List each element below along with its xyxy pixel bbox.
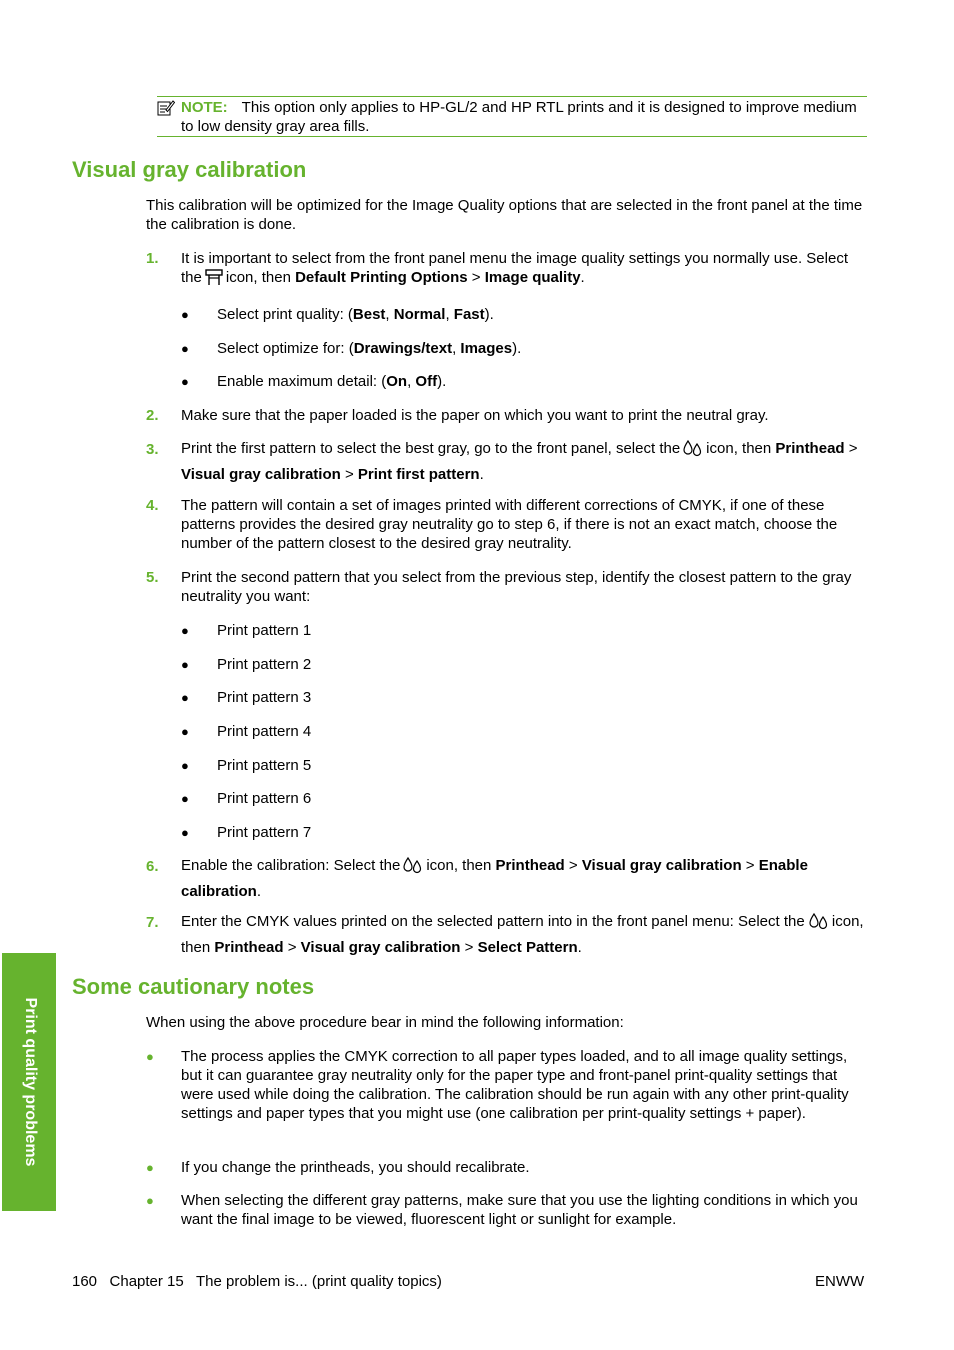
note-body: This option only applies to HP-GL/2 and HP RTL prints and it is designed to improve medium to low density gray area fills. xyxy=(181,99,857,135)
step-text: It is important to select from the front panel menu the image quality settings you normally use. Select the xyxy=(181,250,848,286)
section1-intro: This calibration will be optimized for the Image Quality options that are selected in the front panel at the time the calibration is done. xyxy=(146,197,863,233)
caution-item: The process applies the CMYK correction to all paper types loaded, and to all image quality settings, but it can guarantee gray neutrality only for the paper type and front-panel print-quality settings that were used while doing the calibration. The calibration should be run again with any other print-quality settings and paper types that you might use (one calibration per print-quality settings + paper). xyxy=(181,1048,849,1122)
list-item: Enable maximum detail: (On, Off). xyxy=(217,373,447,390)
bullet-icon: ● xyxy=(146,1160,154,1175)
footer-page-info: 160 Chapter 15 The problem is... (print quality topics) xyxy=(72,1273,442,1290)
note-box xyxy=(157,96,867,137)
chapter-side-tab xyxy=(2,953,56,1211)
bullet-icon: ● xyxy=(146,1049,154,1064)
bullet-icon: ● xyxy=(181,374,189,389)
note-pencil-icon xyxy=(157,100,175,116)
menu-path-item: Default Printing Options xyxy=(295,269,468,286)
step-5-text: Print the second pattern that you select from the previous step, identify the closest pattern to the gray neutrality you want: xyxy=(181,569,852,605)
section-title-cautionary-notes: Some cautionary notes xyxy=(72,974,315,999)
step-3-text: Print the first pattern to select the best gray, go to the front panel, select the icon, then Printhead > Visual gray calibration > Print first pattern. xyxy=(181,440,858,483)
pattern-item: Print pattern 1 xyxy=(217,622,312,639)
pattern-item: Print pattern 6 xyxy=(217,790,312,807)
pattern-item: Print pattern 2 xyxy=(217,656,312,673)
step-number: 2. xyxy=(146,407,159,424)
step-2-text: Make sure that the paper loaded is the paper on which you want to print the neutral gray. xyxy=(181,407,769,424)
step-1-text xyxy=(181,249,869,291)
bullet-icon: ● xyxy=(181,825,189,840)
punctuation: . xyxy=(580,269,585,286)
list-item: Select optimize for: (Drawings/text, Images). xyxy=(217,340,522,357)
ink-drops-icon xyxy=(403,856,423,881)
step-text: icon, then xyxy=(225,269,291,286)
caution-item: If you change the printheads, you should recalibrate. xyxy=(181,1159,530,1176)
pattern-item: Print pattern 4 xyxy=(217,723,312,740)
step-number: 4. xyxy=(146,497,159,514)
pattern-item: Print pattern 3 xyxy=(217,689,312,706)
ink-drops-icon xyxy=(809,912,829,937)
bullet-icon: ● xyxy=(181,758,189,773)
section2-intro: When using the above procedure bear in mind the following information: xyxy=(146,1014,624,1031)
note-text xyxy=(181,98,867,136)
pattern-item: Print pattern 5 xyxy=(217,757,312,774)
bullet-icon: ● xyxy=(181,341,189,356)
step-6-text: Enable the calibration: Select the icon, then Printhead > Visual gray calibration > Enable calibration. xyxy=(181,857,808,900)
menu-separator: > xyxy=(471,269,481,286)
menu-path-item: Image quality xyxy=(484,269,581,286)
section-title-visual-gray-calibration: Visual gray calibration xyxy=(72,157,307,182)
printer-settings-icon xyxy=(205,268,223,291)
list-item: Select print quality: (Best, Normal, Fast). xyxy=(217,306,494,323)
caution-item: When selecting the different gray patterns, make sure that you use the lighting conditions in which you want the final image to be viewed, fluorescent light or sunlight for example. xyxy=(181,1192,858,1228)
step-4-text: The pattern will contain a set of images printed with different corrections of CMYK, if one of these patterns provides the desired gray neutrality go to step 6, if there is not an exact match, choose the number of the pattern closest to the desired gray neutrality. xyxy=(181,497,838,552)
side-tab-label: Print quality problems xyxy=(22,997,39,1167)
bullet-icon: ● xyxy=(181,724,189,739)
note-label: NOTE: xyxy=(181,99,228,116)
bullet-icon: ● xyxy=(181,307,189,322)
bullet-icon: ● xyxy=(181,657,189,672)
pattern-item: Print pattern 7 xyxy=(217,824,312,841)
bullet-icon: ● xyxy=(181,791,189,806)
step-7-text: Enter the CMYK values printed on the selected pattern into in the front panel menu: Select the icon, then Printhead > Visual gray calibration > Select Pattern. xyxy=(181,913,864,956)
step-number: 1. xyxy=(146,250,159,267)
bullet-icon: ● xyxy=(181,690,189,705)
step-number: 5. xyxy=(146,569,159,586)
footer-locale: ENWW xyxy=(815,1273,865,1290)
step-number: 7. xyxy=(146,914,159,931)
step-number: 6. xyxy=(146,858,159,875)
ink-drops-icon xyxy=(683,439,703,464)
step-number: 3. xyxy=(146,441,159,458)
bullet-icon: ● xyxy=(181,623,189,638)
bullet-icon: ● xyxy=(146,1193,154,1208)
